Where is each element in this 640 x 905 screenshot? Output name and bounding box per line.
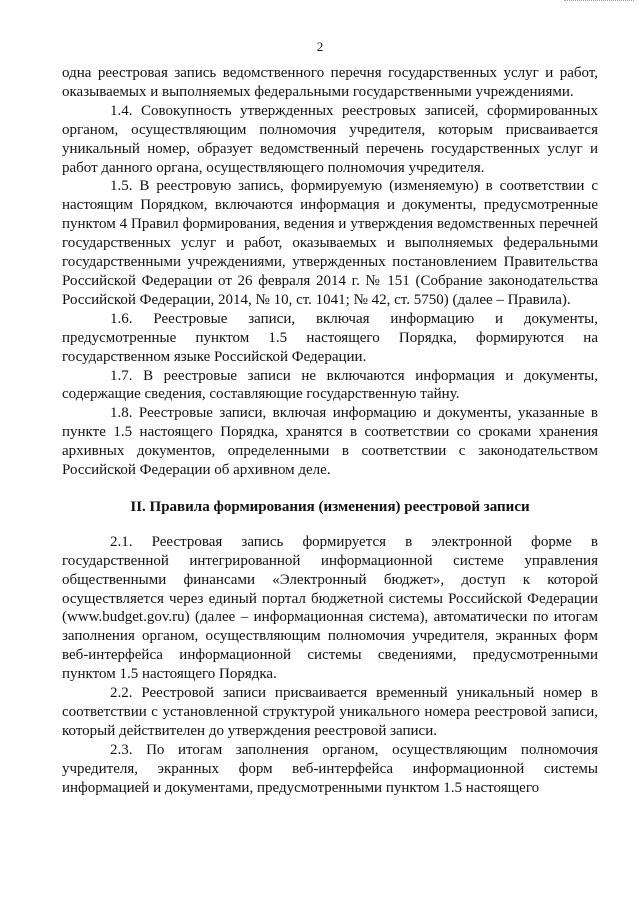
paragraph-continuation: одна реестровая запись ведомственного перечня государственных услуг и работ, оказываемых и выполняемых федеральными государственными учреждениями.	[62, 65, 598, 100]
paragraph-1-8: 1.8. Реестровые записи, включая информацию и документы, указанные в пункте 1.5 настоящего Порядка, хранятся в соответствии со сроками хранения архивных документов, определенными в соответствии с законодательством Российской Федерации об архивном деле.	[62, 405, 598, 479]
paragraph-1-4: 1.4. Совокупность утвержденных реестровых записей, сформированных органом, осуществляющим полномочия учредителя, которым присваивается уникальный номер, образует ведомственный перечень государственных услуг и работ данного органа, осуществляющего полномочия учредителя.	[62, 102, 598, 176]
paragraph-1-5: 1.5. В реестровую запись, формируемую (изменяемую) в соответствии с настоящим Порядком, включаются информация и документы, предусмотренные пунктом 4 Правил формирования, ведения и утверждения ведомственных перечней государственных услуг и работ, оказываемых и выполняемых федеральными государственными учреждениями, утвержденных постановлением Правительства Российской Федерации от 26 февраля 2014 г. № 151 (Собрание законодательства Российской Федерации, 2014, № 10, ст. 1041; № 42, ст. 5750) (далее – Правила).	[62, 178, 598, 308]
section-heading: II. Правила формирования (изменения) реестровой записи	[130, 498, 530, 515]
paragraph-1-7: 1.7. В реестровые записи не включаются информация и документы, содержащие сведения, составляющие государственную тайну.	[62, 367, 598, 403]
document-body	[62, 64, 598, 798]
page-number: 2	[316, 39, 324, 54]
paragraph-1-6: 1.6. Реестровые записи, включая информацию и документы, предусмотренные пунктом 1.5 настоящего Порядка, формируются на государственном языке Российской Федерации.	[62, 310, 598, 365]
paragraph-2-3: 2.3. По итогам заполнения органом, осуществляющим полномочия учредителя, экранных форм веб-интерфейса информационной системы информацией и документами, предусмотренными пунктом 1.5 настоящего	[62, 741, 598, 796]
scan-edge-mark	[564, 0, 634, 2]
paragraph-2-1: 2.1. Реестровая запись формируется в электронной форме в государственной интегрированной информационной системе управления общественными финансами «Электронный бюджет», доступ к которой осуществляется через единый портал бюджетной системы Российской Федерации (www.budget.gov.ru) (далее – информационная система), автоматически по итогам заполнения органом, осуществляющим полномочия учредителя, экранных форм веб-интерфейса информационной системы сведениями, предусмотренными пунктом 1.5 настоящего Порядка.	[62, 533, 598, 683]
paragraph-2-2: 2.2. Реестровой записи присваивается временный уникальный номер в соответствии с установленной структурой уникального номера реестровой записи, который действителен до утверждения реестровой записи.	[62, 685, 598, 739]
